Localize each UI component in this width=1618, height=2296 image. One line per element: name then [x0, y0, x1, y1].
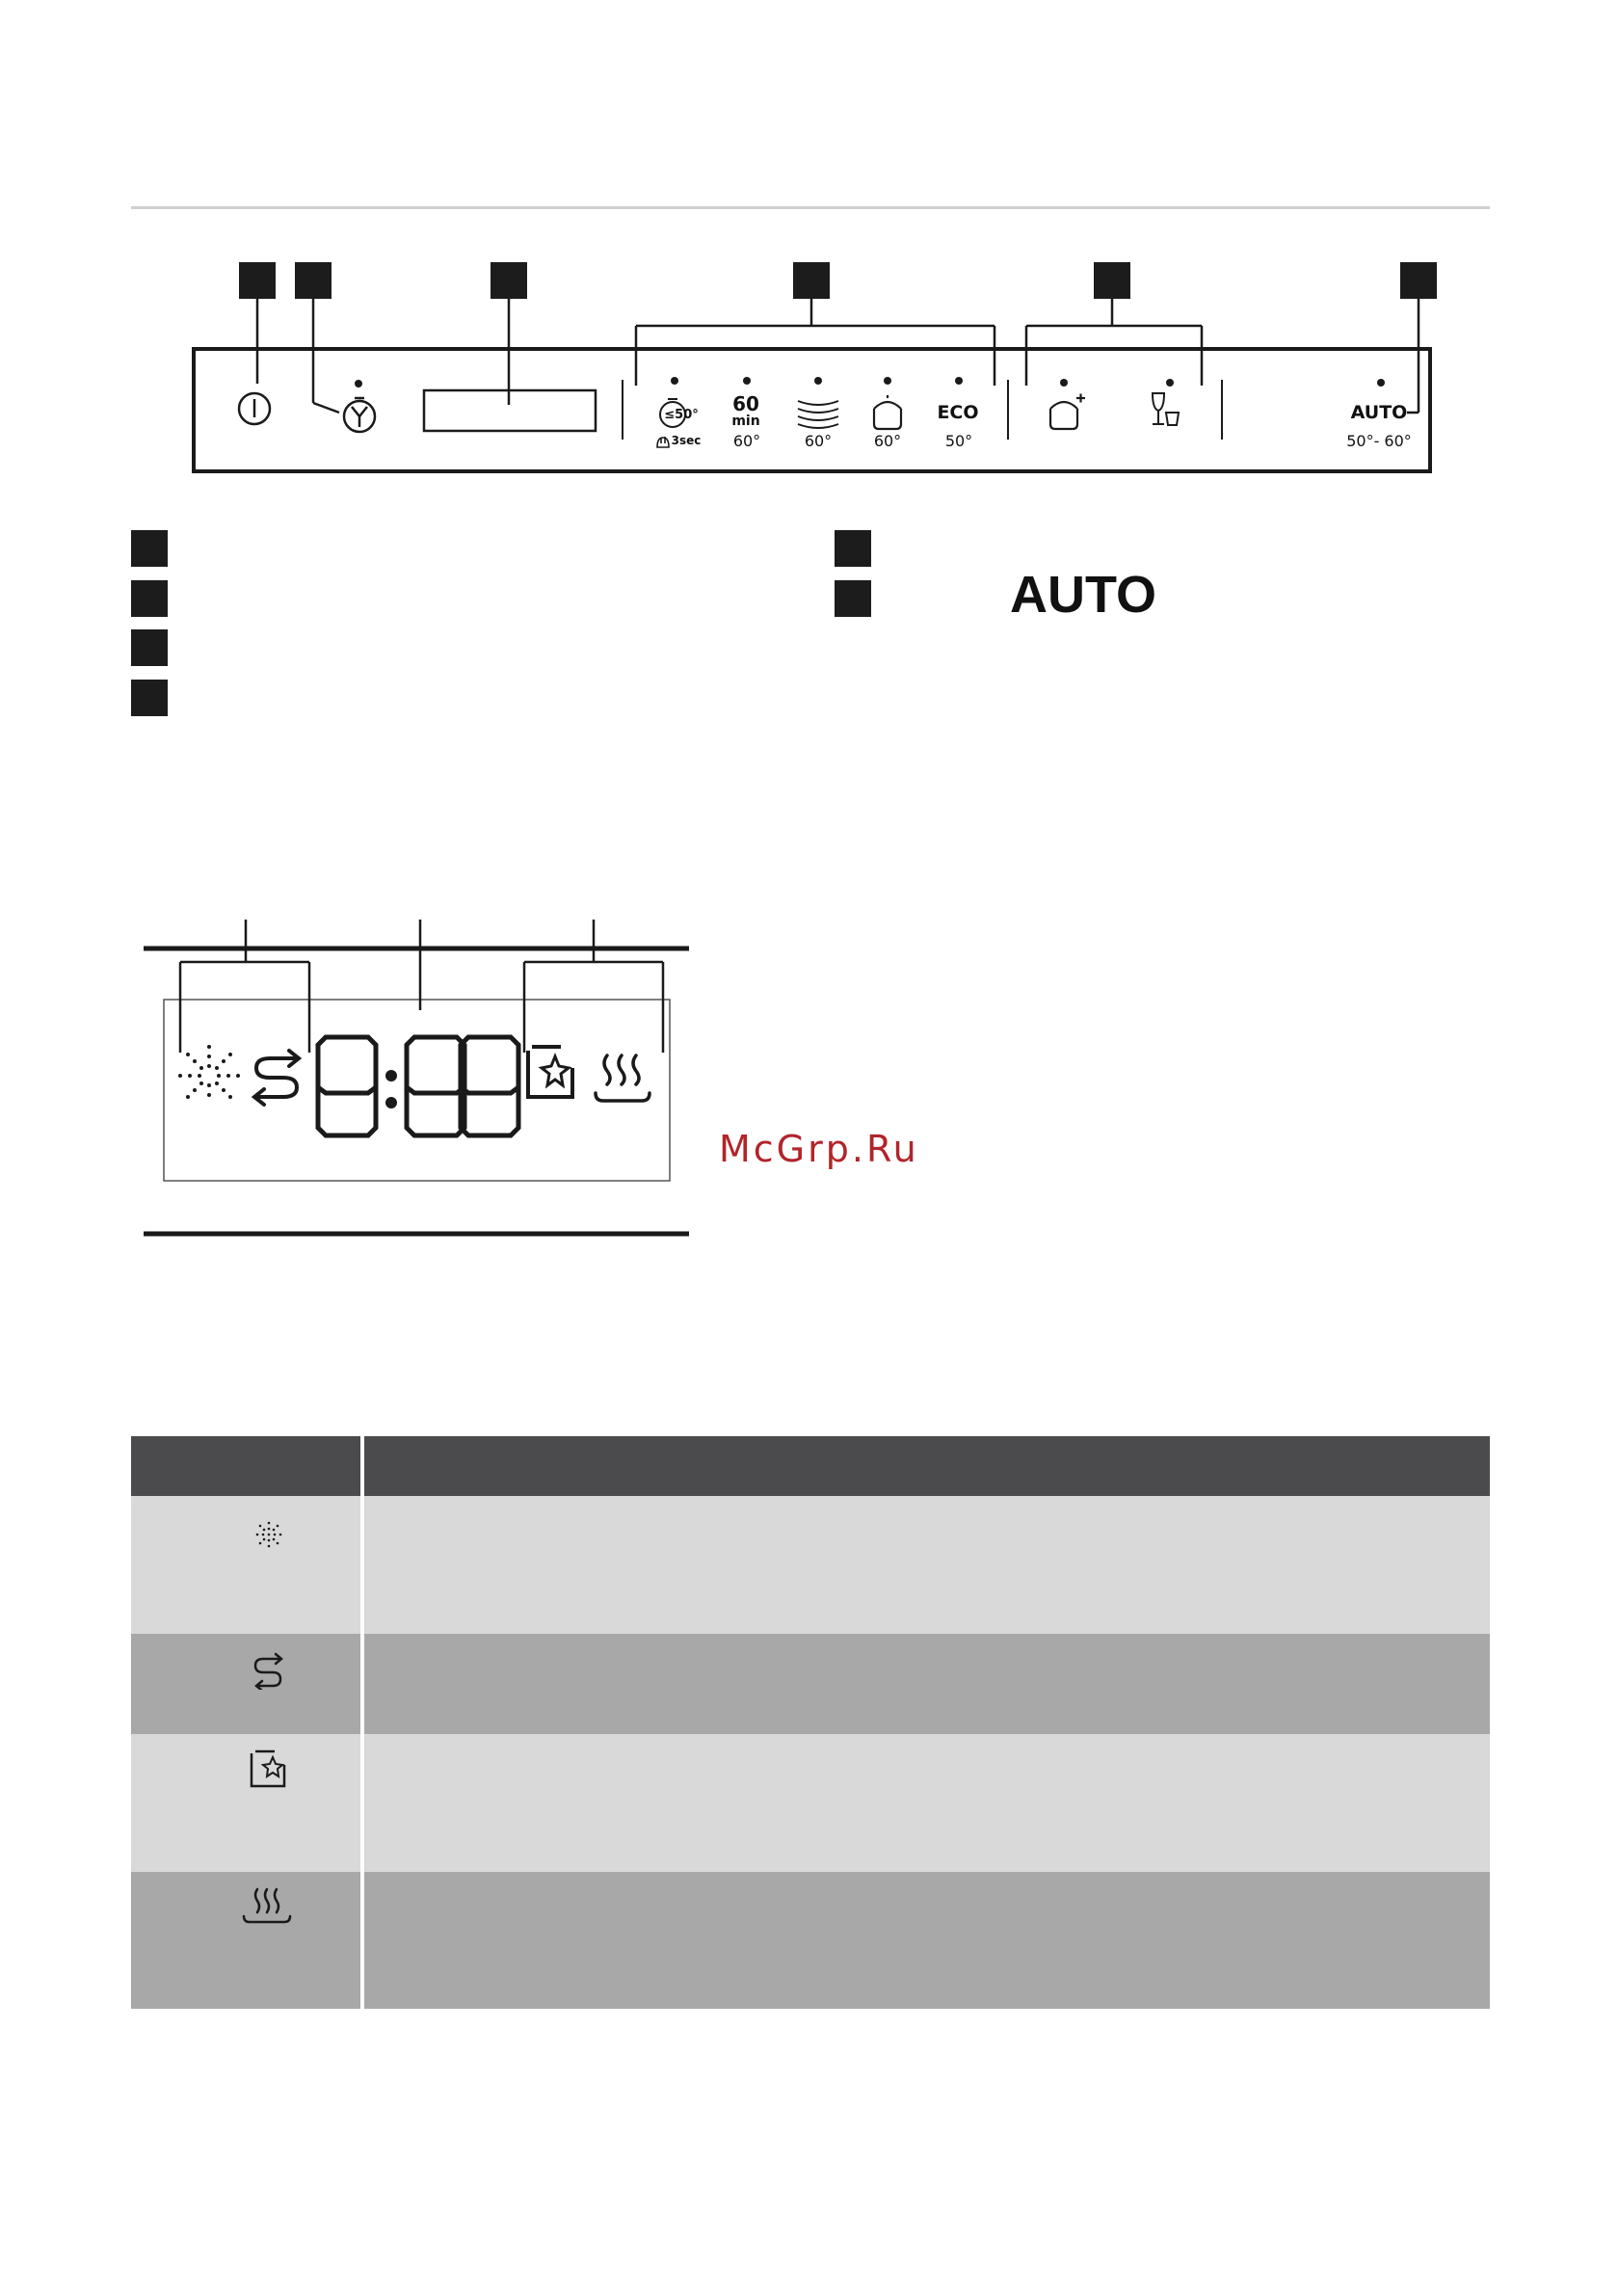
quick-hold-label: 3sec — [671, 434, 702, 447]
callout-6 — [1400, 262, 1437, 299]
machine-care-icon — [528, 1047, 572, 1097]
legend — [0, 521, 1618, 723]
glass-temp-label: 60° — [804, 432, 833, 450]
drying-icon — [596, 1055, 650, 1101]
table-cell-text — [362, 1734, 1490, 1872]
table-cell-icon — [131, 1496, 362, 1634]
table-cell-icon — [131, 1734, 362, 1872]
callout-5 — [1094, 262, 1130, 299]
eco-label: ECO — [937, 402, 979, 423]
table-cell-text — [362, 1872, 1490, 2009]
callout-1 — [239, 262, 276, 299]
auto-label: AUTO — [1350, 402, 1408, 423]
hand-icon — [657, 437, 669, 447]
table-cell-icon — [131, 1872, 362, 2009]
pot-icon — [874, 395, 901, 429]
eco-temp-label: 50° — [944, 432, 973, 450]
table-cell-icon — [131, 1634, 362, 1734]
salt-regeneration-icon — [250, 1651, 288, 1690]
table-cell-text — [362, 1634, 1490, 1734]
indicator-table — [131, 1436, 1490, 2009]
legend-auto-text: AUTO — [1010, 566, 1157, 624]
display-box — [164, 1000, 670, 1181]
pot-temp-label: 60° — [873, 432, 902, 450]
dishes-icon — [798, 401, 838, 428]
drying-icon — [240, 1885, 298, 1928]
seven-segment-digits — [318, 1037, 518, 1135]
machine-care-icon — [248, 1748, 290, 1790]
table-row — [131, 1872, 1490, 2009]
auto-temp-label: 50°- 60° — [1346, 432, 1412, 450]
table-header-indicator — [131, 1436, 362, 1496]
table-row — [131, 1634, 1490, 1734]
p60-temp-label: 60° — [732, 432, 761, 450]
salt-regeneration-icon — [254, 1051, 299, 1105]
table-header-description — [362, 1436, 1490, 1496]
p60-min-label: min — [731, 414, 760, 429]
legend-square-6 — [835, 580, 871, 617]
power-icon — [239, 393, 270, 424]
display-figure — [0, 906, 732, 1253]
quick-temp-label: ≤50° — [664, 408, 699, 422]
extra-hygiene-icon — [1050, 394, 1085, 430]
rinse-aid-icon — [250, 1515, 288, 1554]
legend-square-3 — [131, 629, 168, 666]
control-panel-figure — [0, 0, 1618, 501]
table-row — [131, 1734, 1490, 1872]
watermark: McGrp.Ru — [719, 1128, 919, 1170]
callout-3 — [491, 262, 527, 299]
panel-frame — [194, 349, 1430, 471]
p60-label: 60 — [732, 392, 759, 415]
legend-square-5 — [835, 530, 871, 567]
rinse-aid-icon — [178, 1045, 240, 1099]
table-header-row — [131, 1436, 1490, 1496]
table-cell-text — [362, 1496, 1490, 1634]
legend-square-4 — [131, 680, 168, 716]
table-row — [131, 1496, 1490, 1634]
delay-start-icon — [344, 398, 375, 432]
callout-4 — [793, 262, 830, 299]
callout-2 — [295, 262, 332, 299]
glass-care-icon — [1153, 393, 1179, 425]
legend-square-1 — [131, 530, 168, 567]
legend-square-2 — [131, 580, 168, 617]
